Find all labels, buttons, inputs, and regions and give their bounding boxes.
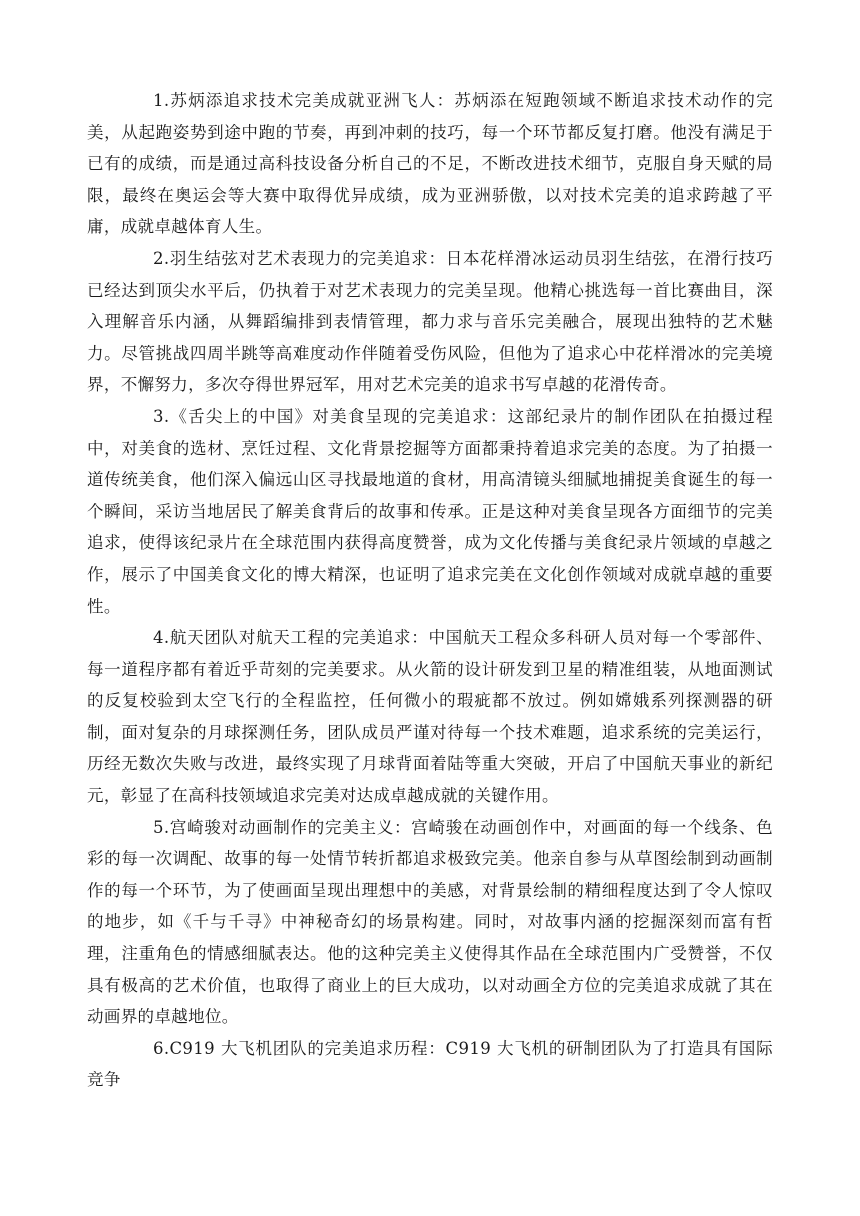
paragraph-number: 6. (153, 1038, 170, 1058)
paragraph-text: 苏炳添追求技术完美成就亚洲飞人：苏炳添在短跑领域不断追求技术动作的完美，从起跑姿势到途中跑的节奏，再到冲刺的技巧，每一个环节都反复打磨。他没有满足于已有的成绩，而是通过高科技设备分析自己的不足，不断改进技术细节，克服自身天赋的局限，最终在奥运会等大赛中取得优异成绩，成为亚洲骄傲，以对技术完美的追求跨越了平庸，成就卓越体育人生。 (87, 91, 773, 237)
paragraph-6 (87, 1033, 773, 1096)
paragraph-2 (87, 243, 773, 401)
paragraph-number: 1. (153, 91, 170, 110)
paragraph-number: 4. (153, 628, 170, 648)
document-page (87, 85, 773, 1096)
paragraph-4 (87, 622, 773, 812)
paragraph-number: 5. (153, 817, 170, 837)
paragraph-number: 2. (153, 248, 170, 268)
paragraph-text: 《舌尖上的中国》对美食呈现的完美追求：这部纪录片的制作团队在拍摄过程中，对美食的选材、烹饪过程、文化背景挖掘等方面都秉持着追求完美的态度。为了拍摄一道传统美食，他们深入偏远山区寻找最地道的食材，用高清镜头细腻地捕捉美食诞生的每一个瞬间，采访当地居民了解美食背后的故事和传承。正是这种对美食呈现各方面细节的完美追求，使得该纪录片在全球范围内获得高度赞誉，成为文化传播与美食纪录片领域的卓越之作，展示了中国美食文化的博大精深，也证明了追求完美在文化创作领域对成就卓越的重要性。 (87, 406, 773, 616)
paragraph-text: C919 大飞机团队的完美追求历程：C919 大飞机的研制团队为了打造具有国际竞争 (87, 1038, 773, 1090)
paragraph-text: 宫崎骏对动画制作的完美主义：宫崎骏在动画创作中，对画面的每一个线条、色彩的每一次调配、故事的每一处情节转折都追求极致完美。他亲自参与从草图绘制到动画制作的每一个环节，为了使画面呈现出理想中的美感，对背景绘制的精细程度达到了令人惊叹的地步，如《千与千寻》中神秘奇幻的场景构建。同时，对故事内涵的挖掘深刻而富有哲理，注重角色的情感细腻表达。他的这种完美主义使得其作品在全球范围内广受赞誉，不仅具有极高的艺术价值，也取得了商业上的巨大成功，以对动画全方位的完美追求成就了其在动画界的卓越地位。 (87, 817, 773, 1027)
paragraph-text: 羽生结弦对艺术表现力的完美追求：日本花样滑冰运动员羽生结弦，在滑行技巧已经达到顶尖水平后，仍执着于对艺术表现力的完美呈现。他精心挑选每一首比赛曲目，深入理解音乐内涵，从舞蹈编排到表情管理，都力求与音乐完美融合，展现出独特的艺术魅力。尽管挑战四周半跳等高难度动作伴随着受伤风险，但他为了追求心中花样滑冰的完美境界，不懈努力，多次夺得世界冠军，用对艺术完美的追求书写卓越的花滑传奇。 (87, 248, 773, 395)
paragraph-number: 3. (153, 406, 170, 426)
paragraph-5 (87, 812, 773, 1033)
paragraph-3 (87, 401, 773, 622)
paragraph-text: 航天团队对航天工程的完美追求：中国航天工程众多科研人员对每一个零部件、每一道程序都有着近乎苛刻的完美要求。从火箭的设计研发到卫星的精准组装，从地面测试的反复校验到太空飞行的全程监控，任何微小的瑕疵都不放过。例如嫦娥系列探测器的研制，面对复杂的月球探测任务，团队成员严谨对待每一个技术难题，追求系统的完美运行，历经无数次失败与改进，最终实现了月球背面着陆等重大突破，开启了中国航天事业的新纪元，彰显了在高科技领域追求完美对达成卓越成就的关键作用。 (87, 628, 773, 806)
paragraph-1 (87, 85, 773, 243)
